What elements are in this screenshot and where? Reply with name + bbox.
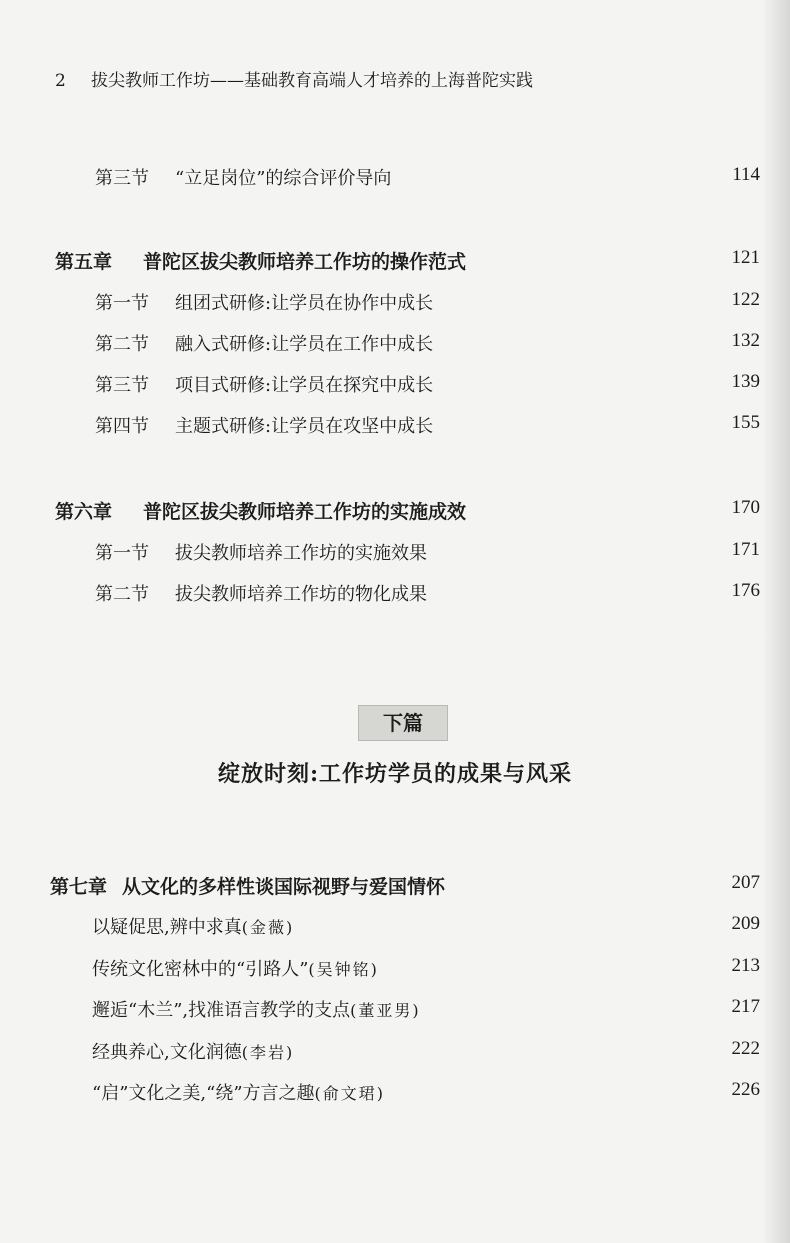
entry-title: 拔尖教师培养工作坊的物化成果 (175, 584, 427, 605)
book-title: 拔尖教师工作坊——基础教育高端人才培养的上海普陀实践 (91, 71, 533, 91)
entry-page: 226 (731, 1079, 760, 1100)
entry-page: 207 (731, 872, 760, 893)
entry-number: 第四节 (95, 416, 149, 437)
part-label-badge: 下篇 (358, 705, 448, 741)
entry-page: 171 (731, 539, 760, 560)
entry-title: “立足岗位”的综合评价导向 (175, 168, 392, 189)
entry-title: 从文化的多样性谈国际视野与爱国情怀 (122, 876, 446, 898)
toc-entry[interactable] (0, 913, 790, 943)
entry-page: 170 (731, 497, 760, 518)
entry-page: 155 (731, 412, 760, 433)
entry-title: “启”文化之美,“绕”方言之趣 (92, 1083, 315, 1104)
entry-author: (俞文珺) (314, 1084, 386, 1103)
entry-page: 114 (732, 164, 760, 185)
entry-number: 第七章 (50, 876, 108, 898)
entry-author: (吴钟铭) (308, 960, 379, 979)
entry-author: (董亚男) (350, 1001, 421, 1020)
toc-entry[interactable] (0, 580, 790, 610)
entry-title: 拔尖教师培养工作坊的实施效果 (175, 543, 427, 564)
page-number: 2 (55, 71, 66, 91)
toc-entry[interactable] (0, 955, 790, 985)
entry-title: 融入式研修:让学员在工作中成长 (175, 334, 434, 355)
entry-author: (金薇) (241, 918, 295, 937)
entry-page: 217 (731, 996, 760, 1017)
entry-number: 第五章 (55, 251, 113, 273)
part-title: 绽放时刻:工作坊学员的成果与风采 (217, 761, 573, 787)
entry-number: 第三节 (95, 375, 149, 396)
entry-page: 121 (731, 247, 760, 268)
toc-entry[interactable] (0, 247, 790, 277)
entry-title: 组团式研修:让学员在协作中成长 (175, 293, 434, 314)
entry-page: 139 (731, 371, 760, 392)
entry-number: 第一节 (95, 543, 149, 564)
toc-entry[interactable] (0, 996, 790, 1026)
entry-page: 222 (731, 1038, 760, 1059)
toc-entry[interactable] (0, 497, 790, 527)
entry-number: 第六章 (55, 501, 113, 523)
entry-title: 经典养心,文化润德 (92, 1042, 242, 1063)
entry-number: 第三节 (95, 168, 149, 189)
toc-entry[interactable] (0, 872, 790, 902)
entry-title: 普陀区拔尖教师培养工作坊的操作范式 (143, 251, 467, 273)
toc-entry[interactable] (0, 1038, 790, 1068)
entry-title: 普陀区拔尖教师培养工作坊的实施成效 (143, 501, 467, 523)
entry-title: 以疑促思,辨中求真 (92, 917, 242, 938)
toc-entry[interactable] (0, 289, 790, 319)
toc-entry[interactable] (0, 164, 790, 194)
toc-entry[interactable] (0, 1079, 790, 1109)
entry-number: 第一节 (95, 293, 149, 314)
entry-page: 209 (731, 913, 760, 934)
entry-page: 122 (731, 289, 760, 310)
entry-title: 项目式研修:让学员在探究中成长 (175, 375, 434, 396)
entry-page: 213 (731, 955, 760, 976)
toc-entry[interactable] (0, 539, 790, 569)
entry-number: 第二节 (95, 334, 149, 355)
entry-number: 第二节 (95, 584, 149, 605)
toc-entry[interactable] (0, 371, 790, 401)
toc-entry[interactable] (0, 412, 790, 442)
running-header (55, 66, 533, 91)
entry-title: 传统文化密林中的“引路人” (92, 959, 309, 980)
entry-page: 176 (731, 580, 760, 601)
entry-page: 132 (731, 330, 760, 351)
entry-title: 主题式研修:让学员在攻坚中成长 (175, 416, 434, 437)
entry-title: 邂逅“木兰”,找准语言教学的支点 (92, 1000, 351, 1021)
entry-author: (李岩) (241, 1043, 295, 1062)
toc-entry[interactable] (0, 330, 790, 360)
